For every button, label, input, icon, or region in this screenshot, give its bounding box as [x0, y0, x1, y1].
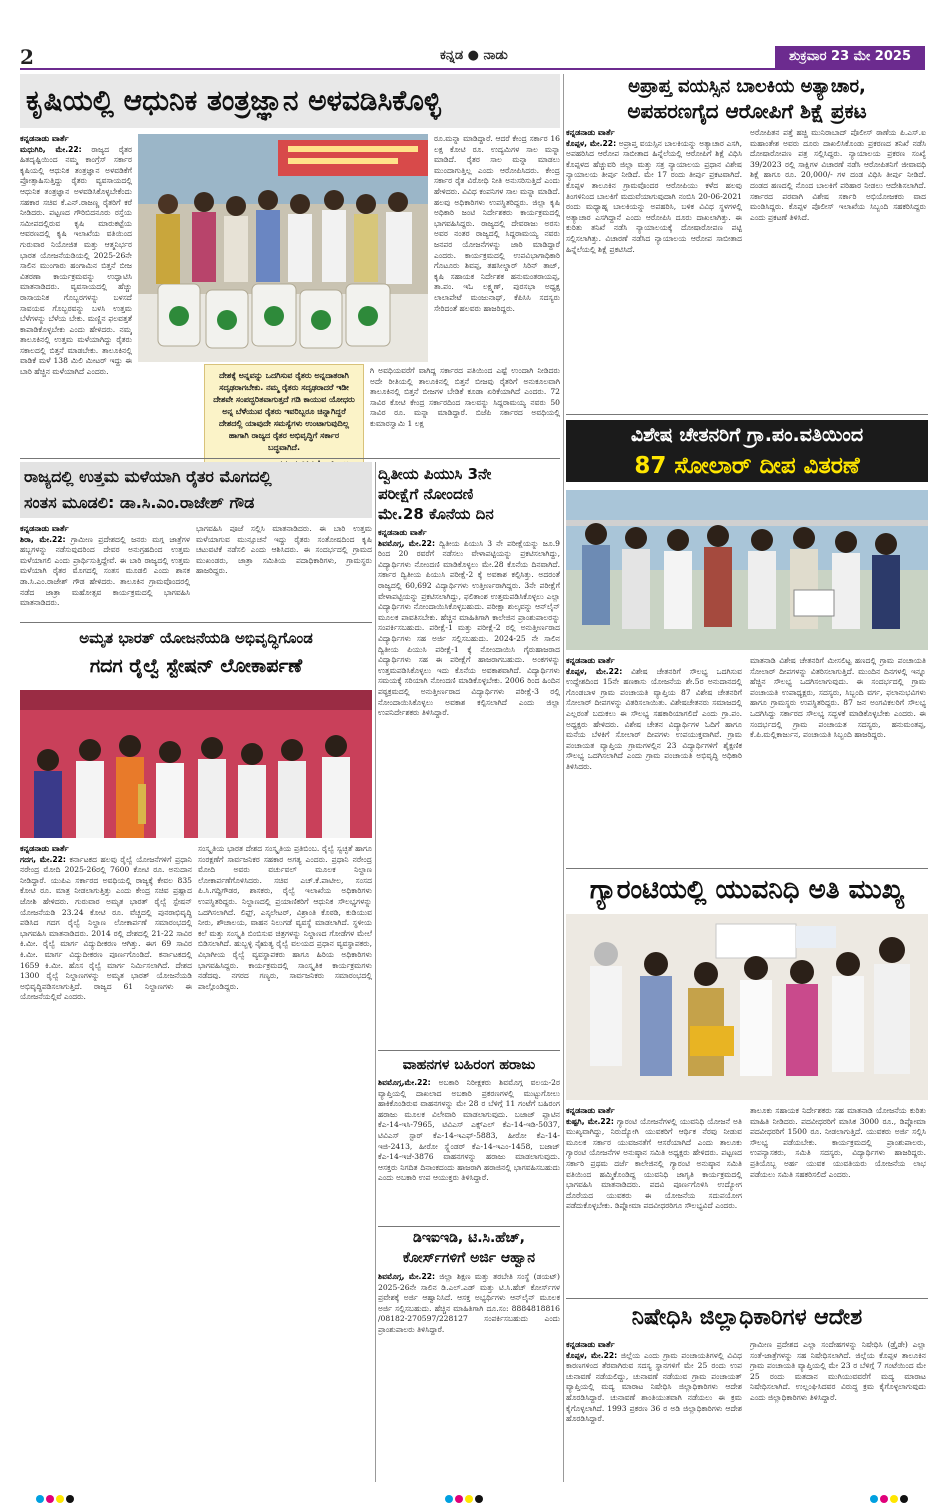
yuvanidhi-photo — [566, 914, 928, 1100]
balaki-col-2 — [750, 128, 926, 410]
nishedha-headline: ನಿಷೇಧಿಸಿ ಜಿಲ್ಲಾಧಿಕಾರಿಗಳ ಆದೇಶ — [631, 1305, 863, 1330]
dled-headline-1: ಡಿಇಐಇಡಿ, ಟಿ.ಸಿ.ಹೆಚ್, — [413, 1230, 525, 1246]
krishi-col-2 — [434, 134, 560, 362]
railway-dateline: ಗದಗ, ಮೇ.22: — [20, 854, 66, 864]
male-col-2 — [196, 524, 372, 620]
divider — [563, 74, 564, 1482]
solar-byline: ಕನ್ನಡನಾಡು ವಾರ್ತೆ — [566, 656, 615, 665]
male-headline-1: ರಾಜ್ಯದಲ್ಲಿ ಉತ್ತಮ ಮಳೆಯಾಗಿ ರೈತರ ಮೊಗದಲ್ಲಿ — [24, 467, 272, 486]
balaki-headline-2: ಅಪಹರಣಗೈದ ಆರೋಪಿಗೆ ಶಿಕ್ಷೆ ಪ್ರಕಟ — [627, 99, 867, 123]
krishi-body-2: ರೂ.ಮನ್ನಾ ಮಾಡಿದ್ದಾರೆ. ಆದರೆ ಕೇಂದ್ರ ಸರ್ಕಾರ 16 ಲಕ್ಷ ಕೋಟಿ ರೂ. ಉದ್ಯಮಿಗಳ ಸಾಲ ಮನ್ನಾ ಮಾಡಿದೆ. ರೈತರ ಸಾಲ ಮನ್ನಾ ಮಾಡಲು ಮುಂದಾಗುತ್ತಿಲ್ಲ ಎಂದು ಆರೋಪಿಸಿದರು. ಕೇಂದ್ರ ಸರ್ಕಾರ ರೈತ ವಿರೋಧಿ ನೀತಿ ಅನುಸರಿಸುತ್ತಿದೆ ಎಂದು ಹೇಳಿದರು. ವಿವಿಧ ಕಂಪನಿಗಳ ಸಾಲ ಮನ್ನಾ ಮಾಡಿದೆ. ಹಲವು ಅಧಿಕಾರಿಗಳು ಉಪಸ್ಥಿತರಿದ್ದರು. ಜಿಲ್ಲಾ ಕೃಷಿ ಅಧಿಕಾರಿ ಜಂಟಿ ನಿರ್ದೇಶಕರು ಕಾರ್ಯಕ್ರಮದಲ್ಲಿ ಭಾಗವಹಿಸಿದ್ದರು. ರಾಜ್ಯದಲ್ಲಿ ದೇವರಾಜು ಅರಸು ಅವರ ನಂತರ ರಾಜ್ಯದಲ್ಲಿ ಸಿದ್ದರಾಮಯ್ಯ ನವರು ಜನಪರ ಯೋಜನೆಗಳನ್ನು ಜಾರಿ ಮಾಡಿದ್ದಾರೆ ಎಂದರು. ಕಾರ್ಯಕ್ರಮದಲ್ಲಿ ಉಪವಿಭಾಗಾಧಿಕಾರಿ ಗೊಟೂರು ಶಿವಪ್ಪ, ತಹಸೀಲ್ದಾರ್ ಸಿರಿನ್ ತಾಜ್, ಕೃಷಿ ಸಹಾಯಕ ನಿರ್ದೇಶಕ ಹನುಮಂತರಾಯಪ್ಪ, ತಾ.ಪಂ. ಇಓ ಲಕ್ಷ್ಮಣ್, ಪುರಸಭಾ ಅಧ್ಯಕ್ಷ ಲಾಲಾಪೇಟೆ ಮಂಜುನಾಥ್, ಕೆಪಿಸಿಸಿ ಸದಸ್ಯರು ಸೇರಿದಂತೆ ಹಲವರು ಹಾಜರಿದ್ದರು. — [434, 134, 560, 313]
puc-headline-2: ಪರೀಕ್ಷೆಗೆ ನೋಂದಣಿ — [378, 485, 474, 503]
divider — [378, 1050, 560, 1051]
vahana-col — [378, 1078, 560, 1226]
krishi-byline: ಕನ್ನಡನಾಡು ವಾರ್ತೆ — [20, 134, 69, 143]
yuvanidhi-headline: ಗ್ಯಾರಂಟಿಯಲ್ಲಿ ಯುವನಿಧಿ ಅತಿ ಮುಖ್ಯ — [589, 875, 905, 905]
krishi-photo — [138, 134, 428, 362]
registration-marks — [445, 1488, 485, 1500]
page-header — [20, 46, 925, 70]
krishi-dateline: ಮಧುಗಿರಿ, ಮೇ.22: — [20, 144, 82, 154]
balaki-col-1 — [566, 128, 742, 410]
vahana-dateline: ಶಿವಮೊಗ್ಗ,ಮೇ.22: — [378, 1078, 431, 1087]
balaki-body-2: ಅರೋಪಿತನ ಪತ್ತೆ ಹಚ್ಚಿ ಮುನಿರಾಬಾದ್ ಪೊಲೀಸ್ ಠಾಣೆಯ ಪಿ.ಎಸ್.ಐ ಮಹಾಂತೇಶ ಅವರು ದೂರು ದಾಖಲಿಸಿಕೊಂಡು ಪ್ರಕರಣದ ತನಿಖೆ ನಡೆಸಿ ದೋಷಾರೋಪಣ ಪತ್ರ ಸಲ್ಲಿಸಿದ್ದರು. ನ್ಯಾಯಾಲಯ ಪ್ರಕರಣ ಸಂಖ್ಯೆ 39/2023 ರಲ್ಲಿ ಸಾಕ್ಷಿಗಳ ವಿಚಾರಣೆ ನಡೆಸಿ ಆರೋಪಿತನಿಗೆ ಜೀವಾವಧಿ ಶಿಕ್ಷೆ ಹಾಗೂ ರೂ. 20,000/- ಗಳ ದಂಡ ವಿಧಿಸಿ ತೀರ್ಪು ನೀಡಿದೆ. ದಂಡದ ಹಣದಲ್ಲಿ ನೊಂದ ಬಾಲಕಿಗೆ ಪರಿಹಾರ ನೀಡಲು ಆದೇಶಿಸಲಾಗಿದೆ. ಸರ್ಕಾರದ ಪರವಾಗಿ ವಿಶೇಷ ಸರ್ಕಾರಿ ಅಭಿಯೋಜಕರು ವಾದ ಮಂಡಿಸಿದ್ದರು. ಕೊಪ್ಪಳ ಪೊಲೀಸ್ ಇಲಾಖೆಯ ಸಿಬ್ಬಂದಿ ಸಹಕರಿಸಿದ್ದರು ಎಂದು ಪ್ರಕಟಣೆ ತಿಳಿಸಿದೆ. — [750, 128, 926, 222]
yuvanidhi-body-2: ತಾಲೂಕು ಸಹಾಯಕ ನಿರ್ದೇಶಕರು ಸಹ ಮಾತನಾಡಿ ಯೋಜನೆಯ ಕುರಿತು ಮಾಹಿತಿ ನೀಡಿದರು. ಪದವೀಧರರಿಗೆ ಮಾಸಿಕ 3000 ರೂ., ಡಿಪ್ಲೋಮಾ ಪದವೀಧರರಿಗೆ 1500 ರೂ. ನೀಡಲಾಗುತ್ತಿದೆ. ಯುವಕರು ಅರ್ಜಿ ಸಲ್ಲಿಸಿ ಸೌಲಭ್ಯ ಪಡೆಯಬೇಕು. ಕಾರ್ಯಕ್ರಮದಲ್ಲಿ ಪ್ರಾಂಶುಪಾಲರು, ಉಪನ್ಯಾಸಕರು, ಸಮಿತಿ ಸದಸ್ಯರು, ವಿದ್ಯಾರ್ಥಿಗಳು ಹಾಜರಿದ್ದರು. ಪ್ರತಿಯೊಬ್ಬ ಅರ್ಹ ಯುವಕ ಯುವತಿಯರು ಯೋಜನೆಯ ಲಾಭ ಪಡೆಯಲು ಸಮಿತಿ ಸಹಕರಿಸಲಿದೆ ಎಂದರು. — [750, 1106, 926, 1179]
vahana-headline: ವಾಹನಗಳ ಬಹಿರಂಗ ಹರಾಜು — [402, 1057, 536, 1073]
solar-col-1 — [566, 656, 742, 866]
krishi-body-1: ರಾಜ್ಯದ ರೈತರ ಹಿತದೃಷ್ಟಿಯಿಂದ ನಮ್ಮ ಕಾಂಗ್ರೆಸ್ ಸರ್ಕಾರ ಕೃಷಿಯಲ್ಲಿ ಆಧುನಿಕ ತಂತ್ರಜ್ಞಾನ ಅಳವಡಿಕೆಗೆ ಪ್ರೋತ್ಸಾಹಿಸುತ್ತಿದ್ದು ರೈತರು ವ್ಯವಸಾಯದಲ್ಲಿ ಆಧುನಿಕ ತಂತ್ರಜ್ಞಾನ ಅಳವಡಿಸಿಕೊಳ್ಳಬೇಕೆಂದು ಸಹಕಾರ ಸಚಿವ ಕೆ.ಎನ್.ರಾಜಣ್ಣ ರೈತರಿಗೆ ಕರೆ ನೀಡಿದರು. ಪಟ್ಟಣದ ಗೌರಿಬಿದನೂರು ರಸ್ತೆಯ ಸಮೀಪದಲ್ಲಿರುವ ಕೃಷಿ ಮಾರುಕಟ್ಟೆಯ ಆವರಣದಲ್ಲಿ ಕೃಷಿ ಇಲಾಖೆಯ ವತಿಯಿಂದ ಗುರುವಾರ ನಿಯೋಜಿತ ಮತ್ತು ಆತ್ಮನಿರ್ಭರ ಭಾರತ ಯೋಜನೆಯಡಿಯಲ್ಲಿ 2025-26ನೇ ಸಾಲಿನ ಮುಂಗಾರು ಹಂಗಾಮಿನ ಬಿತ್ತನೆ ಬೀಜ ವಿತರಣಾ ಕಾರ್ಯಕ್ರಮವನ್ನು ಉದ್ಘಾಟಿಸಿ ಮಾತನಾಡಿದರು. ವ್ಯವಸಾಯದಲ್ಲಿ ಹೆಚ್ಚು ರಾಸಾಯನಿಕ ಗೊಬ್ಬರಗಳನ್ನು ಬಳಸದೆ ಸಾವಯವ ಗೊಬ್ಬರವನ್ನು ಬಳಸಿ ಉತ್ತಮ ಬೆಳೆಗಳನ್ನು ಬೆಳೆಯ ಬೇಕು. ಮಣ್ಣಿನ ಫಲವತ್ತತೆ ಕಾಪಾಡಿಕೊಳ್ಳಬೇಕು ಎಂದು ಹೇಳಿದರು. ನಮ್ಮ ತಾಲೂಕಿನಲ್ಲಿ ಉತ್ತಮ ಮಳೆಯಾಗಿದ್ದು ರೈತರು ಸಕಾಲದಲ್ಲಿ ಬಿತ್ತನೆ ಮಾಡಬೇಕು. ತಾಲೂಕಿನಲ್ಲಿ ವಾಡಿಕೆ ಮಳೆ 138 ಮಿಲಿ ಮೀಟರ್ ಇದ್ದು ಈ ಬಾರಿ ಹೆಚ್ಚಿನ ಮಳೆಯಾಗಿದೆ ಎಂದರು. — [20, 144, 132, 377]
railway-col-1 — [20, 844, 192, 1480]
divider — [566, 414, 928, 415]
krishi-headline: ಕೃಷಿಯಲ್ಲಿ ಆಧುನಿಕ ತಂತ್ರಜ್ಞಾನ ಅಳವಡಿಸಿಕೊಳ್ಳಿ — [26, 84, 441, 117]
balaki-body-1: ಅಪ್ರಾಪ್ತ ವಯಸ್ಸಿನ ಬಾಲಕಿಯನ್ನು ಅತ್ಯಾಚಾರ ಎಸಗಿ, ಅಪಹರಿಸಿದ ಆರೋಪ ಸಾಬೀತಾದ ಹಿನ್ನೆಲೆಯಲ್ಲಿ ಆರೋಪಿಗೆ ಶಿಕ್ಷೆ ವಿಧಿಸಿ ಕೊಪ್ಪಳದ ಹೆಚ್ಚುವರಿ ಜಿಲ್ಲಾ ಮತ್ತು ಸತ್ರ ನ್ಯಾಯಾಲಯ ಪ್ರಧಾನ ವಿಶೇಷ ನ್ಯಾಯಾಲಯ ತೀರ್ಪು ನೀಡಿದೆ. ಮೇ 17 ರಂದು ತೀರ್ಪು ಪ್ರಕಟವಾಗಿದೆ. ಕೊಪ್ಪಳ ತಾಲೂಕಿನ ಗ್ರಾಮವೊಂದರ ಆರೋಪಿಯು ಕಳೆದ ಹಲವು ತಿಂಗಳಿನಿಂದ ಬಾಲಕಿಗೆ ಮದುವೆಯಾಗುವುದಾಗಿ ನಂಬಿಸಿ 20-06-2021 ರಂದು ಮಧ್ಯಾಹ್ನ ಬಾಲಕಿಯನ್ನು ಅಪಹರಿಸಿ, ಬಳಿಕ ವಿವಿಧ ಸ್ಥಳಗಳಲ್ಲಿ ಅತ್ಯಾಚಾರ ಎಸಗಿದ್ದಾನೆ ಎಂದು ಆರೋಪಿಸಿ ದೂರು ದಾಖಲಾಗಿತ್ತು. ಈ ಕುರಿತು ತನಿಖೆ ನಡೆಸಿ ನ್ಯಾಯಾಲಯಕ್ಕೆ ದೋಷಾರೋಪಣ ಪಟ್ಟಿ ಸಲ್ಲಿಸಲಾಗಿತ್ತು. ವಿಚಾರಣೆ ನಡೆಸಿದ ನ್ಯಾಯಾಲಯ ಆರೋಪ ಸಾಬೀತಾದ ಹಿನ್ನೆಲೆಯಲ್ಲಿ ಶಿಕ್ಷೆ ಪ್ರಕಟಿಸಿದೆ. — [566, 138, 742, 254]
vahana-body: ಅಬಕಾರಿ ನಿರೀಕ್ಷಕರು ಶಿವಮೊಗ್ಗ ವಲಯ-2ರ ವ್ಯಾಪ್ತಿಯಲ್ಲಿ ದಾಖಲಾದ ಅಬಕಾರಿ ಪ್ರಕರಣಗಳಲ್ಲಿ ಮುಟ್ಟುಗೋಲು ಹಾಕಿಕೊಂಡಿರುವ ವಾಹನಗಳನ್ನು ಮೇ 28 ರ ಬೆಳಿಗ್ಗೆ 11 ಗಂಟೆಗೆ ಬಹಿರಂಗ ಹರಾಜು ಮೂಲಕ ವಿಲೇವಾರಿ ಮಾಡಲಾಗುವುದು. ಬಜಾಜ್ ಪ್ಲಾಟಿನ ಕೆಎ-14-ಇಸಿ-7965, ಟಿವಿಎಸ್ ಎಕ್ಸ್‌ಎಲ್ ಕೆಎ-14-ಇಡಿ-5037, ಟಿವಿಎಸ್ ಸ್ಟಾರ್ ಕೆಎ-14-ಇಎಫ್-5883, ಹೀರೋ ಕೆಎ-14-ಇಜಿ-2413, ಹೀರೋ ಸ್ಪ್ಲೆಂಡರ್ ಕೆಎ-14-ಇಎಂ-1458, ಬಜಾಜ್ ಕೆಎ-14-ಇಜೆ-3876 ವಾಹನಗಳನ್ನು ಹರಾಜು ಮಾಡಲಾಗುವುದು. ಆಸಕ್ತರು ನಿಗದಿತ ದಿನಾಂಕದಂದು ಹಾಜರಾಗಿ ಹರಾಜಿನಲ್ಲಿ ಭಾಗವಹಿಸಬಹುದು ಎಂದು ಅಬಕಾರಿ ಉಪ ಆಯುಕ್ತರು ತಿಳಿಸಿದ್ದಾರೆ. — [378, 1078, 560, 1183]
yuvanidhi-dateline: ಕುಷ್ಟಗಿ, ಮೇ.22: — [566, 1116, 614, 1126]
balaki-byline: ಕನ್ನಡನಾಡು ವಾರ್ತೆ — [566, 128, 615, 137]
male-headline-2: ಸಂತಸ ಮೂಡಲಿ: ಡಾ.ಸಿ.ಎಂ.ರಾಜೇಶ್ ಗೌಡ — [24, 493, 255, 512]
railway-byline: ಕನ್ನಡನಾಡು ವಾರ್ತೆ — [20, 844, 69, 853]
nishedha-dateline: ಕೊಪ್ಪಳ, ಮೇ.22: — [566, 1350, 618, 1360]
krishi-body-3: ಗಿ ಅವಧಿಯವರೆಗೆ ವಾಗಿದ್ದ ಸರ್ಕಾರದ ಪತಿಯಿಂದ ಎಷ್ಟೆ ಉಂದಾಗಿ ನೀಡಿದರು ಅದೇ ರೀತಿಯಲ್ಲಿ ತಾಲೂಕಿನಲ್ಲಿ ಬಿತ್ತನೆ ಬೀಜವು ರೈತರಿಗೆ ಅನುಕೂಲವಾಗಿ ತಾಲೂಕಿನಲ್ಲಿ ಬಿತ್ತನೆ ಬೀಜಗಳ ಬೇಡಿಕೆ ಕೂಡಾ ಏರಿಕೆಯಾಗಿದೆ ಎಂದರು. 72 ಸಾವಿರ ಕೋಟಿ ಕೇಂದ್ರ ಸರ್ಕಾರದಿಂದ ಸಾಲವನ್ನು ಸಿದ್ದರಾಮಯ್ಯ ನವರು 50 ಸಾವಿರ ರೂ. ಮನ್ನಾ ಮಾಡಿದ್ದಾರೆ. ಬಿಜೆಪಿ ಸರ್ಕಾರದ ಅವಧಿಯಲ್ಲಿ ಕುಮಾರಸ್ವಾಮಿ 1 ಲಕ್ಷ — [370, 366, 560, 428]
yuvanidhi-byline: ಕನ್ನಡನಾಡು ವಾರ್ತೆ — [566, 1106, 615, 1115]
male-dateline: ಶಿರಾ, ಮೇ.22: — [20, 534, 66, 544]
railway-headline-2: ಗದಗ ರೈಲ್ವೆ ಸ್ಟೇಷನ್ ಲೋಕಾರ್ಪಣೆ — [89, 655, 303, 677]
krishi-quote-text: ದೇಶಕ್ಕೆ ಅನ್ನವನ್ನು ಒದಗಿಸುವ ರೈತರು ಅನ್ನದಾತರಾಗಿ ಸದೃಢರಾಗಬೇಕು. ನಮ್ಮ ರೈತರು ಸದೃಢರಾದರೆ ಇಡೀ ದೇಶವೇ ಸಂಪದ್ಭರಿತವಾಗುತ್ತದೆ ಗಡಿ ಕಾಯುವ ಯೋಧರು ಅನ್ನ ಬೆಳೆಯುವ ರೈತರು ಇವರಿಬ್ಬರೂ ಚಿನ್ನಾಗಿದ್ದರೆ ದೇಶದಲ್ಲಿ ಯಾವುದೇ ಸಮಸ್ಯೆಗಳು ಉಂಟಾಗುವುದಿಲ್ಲ ಹಾಗಾಗಿ ರಾಜ್ಯದ ರೈತರ ಅಭಿವೃದ್ಧಿಗೆ ಸರ್ಕಾರ ಬದ್ಧವಾಗಿದೆ. — [213, 371, 355, 452]
puc-headline-3: ಮೇ.28 ಕೊನೆಯ ದಿನ — [378, 505, 494, 523]
puc-byline: ಕನ್ನಡನಾಡು ವಾರ್ತೆ — [378, 528, 427, 537]
balaki-headline-1: ಅಪ್ರಾಪ್ತ ವಯಸ್ಸಿನ ಬಾಲಕಿಯ ಅತ್ಯಾಚಾರ, — [628, 76, 866, 97]
male-body-1: ಗ್ರಾಮೀಣ ಪ್ರದೇಶದಲ್ಲಿ ಜನರು ಮಗ್ಗ ಜಾತ್ರೆಗಳ ಹಬ್ಬಗಳನ್ನು ನಡೆಸುವುದರಿಂದ ದೇವರ ಅನುಗ್ರಹದಿಂದ ಉತ್ತಮ ಮಳೆಯಾಗಲಿ ಎಂದು ಪ್ರಾರ್ಥಿಸುತ್ತಿದ್ದೇವೆ. ಈ ಬಾರಿ ರಾಜ್ಯದಲ್ಲಿ ಉತ್ತಮ ಮಳೆಯಾಗಿ ರೈತರ ಮೊಗದಲ್ಲಿ ಸಂತಸ ಮೂಡಲಿ ಎಂದು ಶಾಸಕ ಡಾ.ಸಿ.ಎಂ.ರಾಜೇಶ್ ಗೌಡ ಹೇಳಿದರು. ತಾಲೂಕಿನ ಗ್ರಾಮವೊಂದರಲ್ಲಿ ನಡೆದ ಜಾತ್ರಾ ಮಹೋತ್ಸವ ಕಾರ್ಯಕ್ರಮದಲ್ಲಿ ಭಾಗವಹಿಸಿ ಮಾತನಾಡಿದರು. — [20, 534, 190, 608]
nishedha-col-1 — [566, 1340, 742, 1480]
railway-body-2: ಸಂಸ್ಕೃತಿಯ ಭಾರತ ದೇಶದ ಸಂಸ್ಕೃತಿಯ ಪ್ರತಿಬಿಂಬ. ರೈಲ್ವೆ ಸ್ವಚ್ಛತೆ ಹಾಗೂ ಸಂರಕ್ಷಣೆಗೆ ಸಾರ್ವಜನಿಕರ ಸಹಕಾರ ಅಗತ್ಯ ಎಂದರು. ಪ್ರಧಾನಿ ನರೇಂದ್ರ ಮೋದಿ ಅವರು ವರ್ಚುವಲ್ ಮೂಲಕ ನಿಲ್ದಾಣ ಲೋಕಾರ್ಪಣೆಗೊಳಿಸಿದರು. ಸಚಿವ ಎಚ್.ಕೆ.ಪಾಟೀಲ, ಸಂಸದ ಪಿ.ಸಿ.ಗದ್ದಿಗೌಡರ, ಶಾಸಕರು, ರೈಲ್ವೆ ಇಲಾಖೆಯ ಅಧಿಕಾರಿಗಳು ಉಪಸ್ಥಿತರಿದ್ದರು. ನಿಲ್ದಾಣದಲ್ಲಿ ಪ್ರಯಾಣಿಕರಿಗೆ ಆಧುನಿಕ ಸೌಲಭ್ಯಗಳನ್ನು ಒದಗಿಸಲಾಗಿದೆ. ಲಿಫ್ಟ್, ಎಸ್ಕಲೇಟರ್, ವಿಶ್ರಾಂತಿ ಕೊಠಡಿ, ಕುಡಿಯುವ ನೀರು, ಶೌಚಾಲಯ, ವಾಹನ ನಿಲುಗಡೆ ವ್ಯವಸ್ಥೆ ಮಾಡಲಾಗಿದೆ. ಸ್ಥಳೀಯ ಕಲೆ ಮತ್ತು ಸಂಸ್ಕೃತಿ ಬಿಂಬಿಸುವ ಚಿತ್ರಗಳನ್ನು ನಿಲ್ದಾಣದ ಗೋಡೆಗಳ ಮೇಲೆ ಬಿಡಿಸಲಾಗಿದೆ. ಹುಬ್ಬಳ್ಳಿ ನೈಋತ್ಯ ರೈಲ್ವೆ ವಲಯದ ಪ್ರಧಾನ ವ್ಯವಸ್ಥಾಪಕರು, ವಿಭಾಗೀಯ ರೈಲ್ವೆ ವ್ಯವಸ್ಥಾಪಕರು ಹಾಗೂ ಹಿರಿಯ ಅಧಿಕಾರಿಗಳು ಭಾಗವಹಿಸಿದ್ದರು. ಕಾರ್ಯಕ್ರಮದಲ್ಲಿ ಸಾಂಸ್ಕೃತಿಕ ಕಾರ್ಯಕ್ರಮಗಳು ನಡೆದವು. ನಗರದ ಗಣ್ಯರು, ಸಾರ್ವಜನಿಕರು ಸಮಾರಂಭದಲ್ಲಿ ಪಾಲ್ಗೊಂಡಿದ್ದರು. — [198, 844, 372, 991]
solar-headline-2: 87 ಸೋಲಾರ್ ದೀಪ ವಿತರಣೆ — [634, 453, 860, 479]
divider — [20, 622, 372, 623]
page-date: ಶುಕ್ರವಾರ 23 ಮೇ 2025 — [775, 46, 925, 68]
divider — [375, 462, 376, 1482]
solar-dateline: ಕೊಪ್ಪಳ, ಮೇ.22: — [566, 666, 623, 676]
nishedha-body-2: ಗ್ರಾಮೀಣ ಪ್ರದೇಶದ ಎಲ್ಲಾ ಸಂದೇಹಗಳನ್ನು ನಿಷೇಧಿಸಿ (ಡ್ರೈಡೇ) ಎಲ್ಲಾ ಸಂತೆ-ಜಾತ್ರೆಗಳನ್ನು ಸಹ ನಿಷೇಧಿಸಲಾಗಿದೆ. ಜಿಲ್ಲೆಯ ಕೊಪ್ಪಳ ತಾಲೂಕಿನ ಗ್ರಾಮ ಪಂಚಾಯತಿ ವ್ಯಾಪ್ತಿಯಲ್ಲಿ ಮೇ 23 ರ ಬೆಳಿಗ್ಗೆ 7 ಗಂಟೆಯಿಂದ ಮೇ 25 ರಂದು ಮತದಾನ ಮುಗಿಯುವವರೆಗೆ ಮದ್ಯ ಮಾರಾಟ ನಿಷೇಧಿಸಲಾಗಿದೆ. ಉಲ್ಲಂಘಿಸಿದವರ ವಿರುದ್ಧ ಕ್ರಮ ಕೈಗೊಳ್ಳಲಾಗುವುದು ಎಂದು ಜಿಲ್ಲಾಧಿಕಾರಿಗಳು ತಿಳಿಸಿದ್ದಾರೆ. — [750, 1340, 926, 1402]
solar-photo — [566, 490, 928, 650]
solar-body-1: ವಿಶೇಷ ಚೇತನರಿಗೆ ಸೌಲಭ್ಯ ಒದಗಿಸುವ ಉದ್ದೇಶದಿಂದ 15ನೇ ಹಣಕಾಸು ಯೋಜನೆಯ ಶೇ.5ರ ಅನುದಾನದಲ್ಲಿ ಗೊಂಡಬಾಳ ಗ್ರಾಮ ಪಂಚಾಯತಿ ವ್ಯಾಪ್ತಿಯ 87 ವಿಶೇಷ ಚೇತನರಿಗೆ ಸೋಲಾರ್ ದೀಪಗಳನ್ನು ವಿತರಿಸಲಾಯಿತು. ವಿಶೇಷಚೇತನರು ಸಮಾಜದಲ್ಲಿ ಎಲ್ಲರಂತೆ ಬದುಕಲು ಈ ಸೌಲಭ್ಯ ಸಹಕಾರಿಯಾಗಲಿದೆ ಎಂದು ಗ್ರಾ.ಪಂ. ಅಧ್ಯಕ್ಷರು ಹೇಳಿದರು. ವಿಶೇಷ ಚೇತನ ವಿದ್ಯಾರ್ಥಿಗಳ ಓದಿಗೆ ಹಾಗೂ ಮನೆಯ ಬೆಳಕಿಗೆ ಸೋಲಾರ್ ದೀಪಗಳು ಉಪಯುಕ್ತವಾಗಿವೆ. ಗ್ರಾಮ ಪಂಚಾಯತ ವ್ಯಾಪ್ತಿಯ ಗ್ರಾಮಗಳಲ್ಲಿನ 23 ವಿದ್ಯಾರ್ಥಿಗಳಿಗೆ ಶೈಕ್ಷಣಿಕ ಸೌಲಭ್ಯ ಒದಗಿಸಲಾಗಿದೆ ಎಂದು ಗ್ರಾಮ ಪಂಚಾಯತಿ ಅಭಿವೃದ್ಧಿ ಅಧಿಕಾರಿ ತಿಳಿಸಿದರು. — [566, 666, 742, 771]
railway-headline-1: ಅಮೃತ ಭಾರತ್ ಯೋಜನೆಯಡಿ ಅಭಿವೃದ್ಧಿಗೊಂಡ — [79, 629, 313, 647]
yuvanidhi-col-1 — [566, 1106, 742, 1296]
puc-body: ದ್ವಿತೀಯ ಪಿಯುಸಿ 3 ನೇ ಪರೀಕ್ಷೆಯನ್ನು ಜೂ.9 ರಿಂದ 20 ರವರೆಗೆ ನಡೆಸಲು ವೇಳಾಪಟ್ಟಿಯನ್ನು ಪ್ರಕಟಿಸಲಾಗಿದ್ದು, ವಿದ್ಯಾರ್ಥಿಗಳು ನೋಂದಣಿ ಮಾಡಿಕೊಳ್ಳಲು ಮೇ.28 ಕೊನೆಯ ದಿನವಾಗಿದೆ. ಸರ್ಕಾರ ದ್ವಿತೀಯ ಪಿಯುಸಿ ಪರೀಕ್ಷೆ-2 ಕ್ಕೆ ಅವಕಾಶ ಕಲ್ಪಿಸಿತ್ತು. ಅದರಂತೆ ರಾಜ್ಯದಲ್ಲಿ 60,692 ವಿದ್ಯಾರ್ಥಿಗಳು ಉತ್ತೀರ್ಣರಾಗಿದ್ದರು. 3ನೇ ಪರೀಕ್ಷೆಗೆ ವೇಳಾಪಟ್ಟಿಯನ್ನು ಪ್ರಕಟಿಸಲಾಗಿದ್ದು, ಫಲಿತಾಂಶ ಉತ್ತಮಪಡಿಸಿಕೊಳ್ಳಲು ಎಲ್ಲಾ ವಿದ್ಯಾರ್ಥಿಗಳು ನೋಂದಾಯಿಸಿಕೊಳ್ಳಬಹುದು. ಪರೀಕ್ಷಾ ಶುಲ್ಕವನ್ನು ಆನ್‌ಲೈನ್ ಮೂಲಕ ಪಾವತಿಸಬೇಕು. ಹೆಚ್ಚಿನ ಮಾಹಿತಿಗಾಗಿ ಕಾಲೇಜಿನ ಪ್ರಾಂಶುಪಾಲರನ್ನು ಸಂಪರ್ಕಿಸಬಹುದು. ಪರೀಕ್ಷೆ-1 ಮತ್ತು ಪರೀಕ್ಷೆ-2 ರಲ್ಲಿ ಅನುತ್ತೀರ್ಣರಾದ ವಿದ್ಯಾರ್ಥಿಗಳು ಸಹ ಅರ್ಜಿ ಸಲ್ಲಿಸಬಹುದು. 2024-25 ನೇ ಸಾಲಿನ ದ್ವಿತೀಯ ಪಿಯುಸಿ ಪರೀಕ್ಷೆ-1 ಕ್ಕೆ ನೋಂದಾಯಿಸಿ ಗೈರುಹಾಜರಾದ ವಿದ್ಯಾರ್ಥಿಗಳು ಸಹ ಈ ಪರೀಕ್ಷೆಗೆ ಹಾಜರಾಗಬಹುದು. ಅಂಕಗಳನ್ನು ಉತ್ತಮಪಡಿಸಿಕೊಳ್ಳಲು ಇದು ಕೊನೆಯ ಅವಕಾಶವಾಗಿದೆ. ವಿದ್ಯಾರ್ಥಿಗಳು ಸಮಯಕ್ಕೆ ಸರಿಯಾಗಿ ನೋಂದಣಿ ಮಾಡಿಕೊಳ್ಳಬೇಕು. 2006 ರಿಂದ ಹಿಂದಿನ ಪಠ್ಯಕ್ರಮದಲ್ಲಿ ಅನುತ್ತೀರ್ಣರಾದ ವಿದ್ಯಾರ್ಥಿಗಳು ಪರೀಕ್ಷೆ-3 ರಲ್ಲಿ ನೋಂದಾಯಿಸಿಕೊಳ್ಳಲು ಅವಕಾಶ ಕಲ್ಪಿಸಲಾಗಿದೆ ಎಂದು ಜಿಲ್ಲಾ ಉಪನಿರ್ದೇಶಕರು ತಿಳಿಸಿದ್ದಾರೆ. — [378, 538, 560, 718]
solar-body-2: ಮಾತನಾಡಿ ವಿಶೇಷ ಚೇತನರಿಗೆ ಮೀಸಲಿಟ್ಟ ಹಣದಲ್ಲಿ ಗ್ರಾಮ ಪಂಚಾಯತಿ ಸೋಲಾರ್ ದೀಪಗಳನ್ನು ವಿತರಿಸಲಾಗುತ್ತಿದೆ. ಮುಂದಿನ ದಿನಗಳಲ್ಲಿ ಇನ್ನೂ ಹೆಚ್ಚಿನ ಸೌಲಭ್ಯ ಒದಗಿಸಲಾಗುವುದು. ಈ ಸಂದರ್ಭದಲ್ಲಿ ಗ್ರಾಮ ಪಂಚಾಯತಿ ಉಪಾಧ್ಯಕ್ಷರು, ಸದಸ್ಯರು, ಸಿಬ್ಬಂದಿ ವರ್ಗ, ಫಲಾನುಭವಿಗಳು ಹಾಗೂ ಗ್ರಾಮಸ್ಥರು ಉಪಸ್ಥಿತರಿದ್ದರು. 87 ಜನ ಅಂಗವಿಕಲರಿಗೆ ಸೌಲಭ್ಯ ಒದಗಿಸಿದ್ದು ಸರ್ಕಾರದ ಸೌಲಭ್ಯ ಸದ್ಬಳಕೆ ಮಾಡಿಕೊಳ್ಳಬೇಕು ಎಂದರು. ಈ ಸಂದರ್ಭದಲ್ಲಿ ಗ್ರಾಮ ಪಂಚಾಯತ ಸದಸ್ಯರು, ಹನುಮಂತಪ್ಪ, ಕೆ.ಪಿ.ಮಲ್ಲಿಕಾರ್ಜುನ, ಪಂಚಾಯತಿ ಸಿಬ್ಬಂದಿ ಹಾಜರಿದ್ದರು. — [750, 656, 926, 740]
nishedha-col-2 — [750, 1340, 926, 1480]
divider — [20, 458, 560, 459]
male-byline: ಕನ್ನಡನಾಡು ವಾರ್ತೆ — [20, 524, 69, 533]
dled-col — [378, 1272, 560, 1480]
puc-dateline: ಶಿವಮೊಗ್ಗ, ಮೇ.22: — [378, 538, 435, 548]
yuvanidhi-col-2 — [750, 1106, 926, 1296]
male-col-1 — [20, 524, 190, 620]
nishedha-byline: ಕನ್ನಡನಾಡು ವಾರ್ತೆ — [566, 1340, 615, 1349]
solar-headline-1: ವಿಶೇಷ ಚೇತನರಿಗೆ ಗ್ರಾ.ಪಂ.ವತಿಯಿಂದ — [630, 424, 864, 446]
male-body-2: ಭಾಗವಹಿಸಿ ಪೂಜೆ ಸಲ್ಲಿಸಿ ಮಾತನಾಡಿದರು. ಈ ಬಾರಿ ಉತ್ತಮ ಮಳೆಯಾಗುವ ಮುನ್ಸೂಚನೆ ಇದ್ದು ರೈತರು ಸಂತೋಷದಿಂದ ಕೃಷಿ ಚಟುವಟಿಕೆ ನಡೆಸಲಿ ಎಂದು ಆಶಿಸಿದರು. ಈ ಸಂದರ್ಭದಲ್ಲಿ ಗ್ರಾಮದ ಮುಖಂಡರು, ಜಾತ್ರಾ ಸಮಿತಿಯ ಪದಾಧಿಕಾರಿಗಳು, ಗ್ರಾಮಸ್ಥರು ಹಾಜರಿದ್ದರು. — [196, 524, 372, 576]
dled-body: ಜಿಲ್ಲಾ ಶಿಕ್ಷಣ ಮತ್ತು ತರಬೇತಿ ಸಂಸ್ಥೆ (ಡಯಟ್) 2025-26ನೇ ಸಾಲಿನ ಡಿ.ಎಲ್.ಎಡ್ ಮತ್ತು ಟಿ.ಸಿ.ಹೆಚ್ ಕೋರ್ಸ್‌ಗಳ ಪ್ರವೇಶಕ್ಕೆ ಅರ್ಜಿ ಆಹ್ವಾನಿಸಿದೆ. ಆಸಕ್ತ ಅಭ್ಯರ್ಥಿಗಳು ಆನ್‌ಲೈನ್ ಮೂಲಕ ಅರ್ಜಿ ಸಲ್ಲಿಸಬಹುದು. ಹೆಚ್ಚಿನ ಮಾಹಿತಿಗಾಗಿ ದೂ.ಸಂ: 8884818816 /08182-270597/228127 ಸಂಪರ್ಕಿಸಬಹುದು ಎಂದು ಪ್ರಾಂಶುಪಾಲರು ತಿಳಿಸಿದ್ದಾರೆ. — [378, 1272, 560, 1334]
railway-photo — [20, 690, 372, 838]
dled-headline-2: ಕೋರ್ಸ್‌ಗಳಿಗೆ ಅರ್ಜಿ ಆಹ್ವಾನ — [402, 1250, 536, 1266]
krishi-col-3 — [370, 366, 560, 456]
krishi-col-1 — [20, 134, 132, 454]
page-number: 2 — [20, 45, 34, 69]
divider — [378, 1226, 560, 1227]
registration-marks — [36, 1488, 76, 1500]
puc-headline-1: ದ್ವಿತೀಯ ಪಿಯುಸಿ 3ನೇ — [378, 465, 492, 483]
railway-body-1: ಕರ್ನಾಟಕದ ಹಲವು ರೈಲ್ವೆ ಯೋಜನೆಗಳಿಗೆ ಪ್ರಧಾನಿ ನರೇಂದ್ರ ಮೋದಿ 2025-26ರಲ್ಲಿ 7600 ಕೋಟಿ ರೂ. ಅನುದಾನ ನೀಡಿದ್ದಾರೆ. ಯುಪಿಎ ಸರ್ಕಾರದ ಅವಧಿಯಲ್ಲಿ ರಾಜ್ಯಕ್ಕೆ ಕೇವಲ 835 ಕೋಟಿ ರೂ. ಮಾತ್ರ ನೀಡಲಾಗುತ್ತಿತ್ತು ಎಂದು ಕೇಂದ್ರ ಸಚಿವ ಪ್ರಹ್ಲಾದ ಜೋಶಿ ಹೇಳಿದರು. ಗುರುವಾರ ಅಮೃತ ಭಾರತ್ ರೈಲ್ವೆ ಸ್ಟೇಷನ್ ಯೋಜನೆಯಡಿ 23.24 ಕೋಟಿ ರೂ. ವೆಚ್ಚದಲ್ಲಿ ಪುನರಾಭಿವೃದ್ಧಿ ಪಡಿಸಿದ ಗದಗ ರೈಲ್ವೆ ನಿಲ್ದಾಣ ಲೋಕಾರ್ಪಣೆ ಸಮಾರಂಭದಲ್ಲಿ ಭಾಗವಹಿಸಿ ಮಾತನಾಡಿದರು. 2014 ರಲ್ಲಿ ದೇಶದಲ್ಲಿ 21-22 ಸಾವಿರ ಕಿ.ಮೀ. ರೈಲ್ವೆ ಮಾರ್ಗ ವಿದ್ಯುದೀಕರಣ ಆಗಿತ್ತು. ಈಗ 69 ಸಾವಿರ ಕಿ.ಮೀ. ಮಾರ್ಗ ವಿದ್ಯುದೀಕರಣ ಪೂರ್ಣಗೊಂಡಿದೆ. ಕರ್ನಾಟಕದಲ್ಲಿ 1659 ಕಿ.ಮೀ. ಹೊಸ ರೈಲ್ವೆ ಮಾರ್ಗ ನಿರ್ಮಿಸಲಾಗಿದೆ. ದೇಶದ 1300 ರೈಲ್ವೆ ನಿಲ್ದಾಣಗಳನ್ನು ಅಮೃತ ಭಾರತ್ ಯೋಜನೆಯಡಿ ಅಭಿವೃದ್ಧಿಪಡಿಸಲಾಗುತ್ತಿದೆ. ರಾಜ್ಯದ 61 ನಿಲ್ದಾಣಗಳು ಈ ಯೋಜನೆಯಲ್ಲಿವೆ ಎಂದರು. — [20, 854, 192, 1002]
yuvanidhi-body-1: ಗ್ಯಾರಂಟಿ ಯೋಜನೆಗಳಲ್ಲಿ ಯುವನಿಧಿ ಯೋಜನೆ ಅತಿ ಮುಖ್ಯವಾಗಿದ್ದು, ನಿರುದ್ಯೋಗಿ ಯುವಕರಿಗೆ ಆರ್ಥಿಕ ನೆರವು ನೀಡುವ ಮೂಲಕ ಸರ್ಕಾರ ಯುವಜನತೆಗೆ ಆಸರೆಯಾಗಿದೆ ಎಂದು ತಾಲೂಕು ಗ್ಯಾರಂಟಿ ಯೋಜನೆಗಳ ಅನುಷ್ಠಾನ ಸಮಿತಿ ಅಧ್ಯಕ್ಷರು ಹೇಳಿದರು. ಪಟ್ಟಣದ ಸರ್ಕಾರಿ ಪ್ರಥಮ ದರ್ಜೆ ಕಾಲೇಜಿನಲ್ಲಿ ಗ್ಯಾರಂಟಿ ಅನುಷ್ಠಾನ ಸಮಿತಿ ವತಿಯಿಂದ ಹಮ್ಮಿಕೊಂಡಿದ್ದ ಯುವನಿಧಿ ಜಾಗೃತಿ ಕಾರ್ಯಕ್ರಮದಲ್ಲಿ ಭಾಗವಹಿಸಿ ಮಾತನಾಡಿದರು. ಪದವಿ ಪೂರ್ಣಗೊಳಿಸಿ ಉದ್ಯೋಗ ದೊರೆಯದ ಯುವಕರು ಈ ಯೋಜನೆಯ ಸದುಪಯೋಗ ಪಡೆದುಕೊಳ್ಳಬೇಕು. ಡಿಪ್ಲೋಮಾ ಪದವೀಧರರಿಗೂ ಸೌಲಭ್ಯವಿದೆ ಎಂದರು. — [566, 1116, 742, 1211]
registration-marks — [870, 1488, 910, 1500]
puc-col — [378, 528, 560, 1050]
divider — [566, 868, 928, 869]
masthead: ಕನ್ನಡ ● ನಾಡು — [440, 48, 508, 63]
nishedha-body-1: ಜಿಲ್ಲೆಯ ಎಂದು ಗ್ರಾಮ ಪಂಚಾಯತಿಗಳಲ್ಲಿ ವಿವಿಧ ಕಾರಣಗಳಿಂದ ತೆರವಾಗಿರುವ ಸದಸ್ಯ ಸ್ಥಾನಗಳಿಗೆ ಮೇ 25 ರಂದು ಉಪ ಚುನಾವಣೆ ನಡೆಯಲಿದ್ದು, ಚುನಾವಣೆ ನಡೆಯುವ ಗ್ರಾಮ ಪಂಚಾಯತ್ ವ್ಯಾಪ್ತಿಯಲ್ಲಿ ಮದ್ಯ ಮಾರಾಟ ನಿಷೇಧಿಸಿ ಜಿಲ್ಲಾಧಿಕಾರಿಗಳು ಆದೇಶ ಹೊರಡಿಸಿದ್ದಾರೆ. ಚುನಾವಣೆ ಶಾಂತಿಯುತವಾಗಿ ನಡೆಯಲು ಈ ಕ್ರಮ ಕೈಗೊಳ್ಳಲಾಗಿದೆ. 1993 ಪ್ರಕರಣ 36 ರ ಅಡಿ ಜಿಲ್ಲಾಧಿಕಾರಿಗಳು ಆದೇಶ ಹೊರಡಿಸಿದ್ದಾರೆ. — [566, 1350, 742, 1424]
balaki-dateline: ಕೊಪ್ಪಳ, ಮೇ.22: — [566, 138, 617, 148]
solar-col-2 — [750, 656, 926, 866]
dled-dateline: ಶಿವಮೊಗ್ಗ, ಮೇ.22: — [378, 1272, 436, 1281]
railway-col-2 — [198, 844, 372, 1480]
divider — [566, 1298, 928, 1299]
